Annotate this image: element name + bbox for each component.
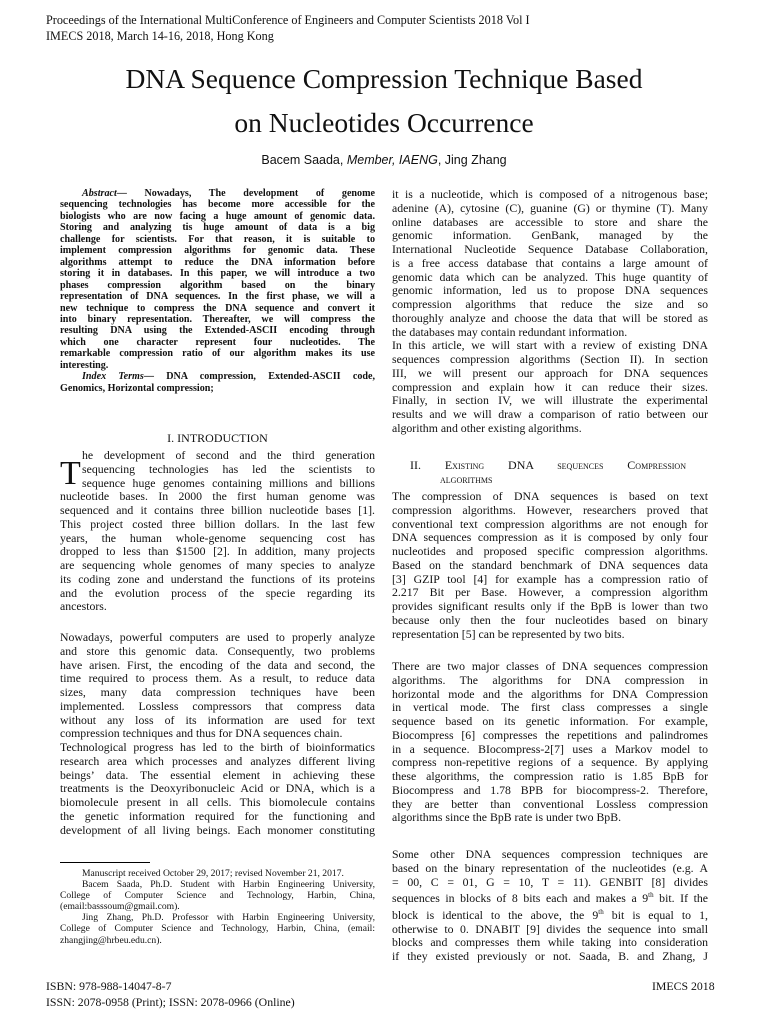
intro-continuation [392, 188, 708, 436]
text-line: they are better than conventional Lossless compression [392, 796, 708, 811]
footer-conference: IMECS 2018 [652, 979, 715, 993]
text-line: DNA sequences compression as it is composed by only four [392, 530, 708, 545]
text-line: blocks and compresses them while taking into consideration [392, 935, 708, 950]
text-line: research area which processes and analyzes different living [60, 753, 375, 768]
footnote-line: (email:basssoum@gmail.com). [60, 901, 180, 913]
text-line: nucleotide bases. In 2000 the first human genome was [60, 489, 375, 504]
text-line: genomic information. GenBank, managed by the [392, 228, 708, 243]
text-line: nucleotides and proposed specific compression algorithms. [392, 544, 708, 558]
index-terms-line-2: Genomics, Horizontal compression; [60, 382, 214, 394]
text-line: compression and explain how it can reduce their sizes. [392, 379, 708, 394]
abstract-line: resulting DNA using the Extended-ASCII encoding through [60, 325, 375, 337]
text-line: sequences in blocks of 8 bits each and makes a 9th bit. If the [392, 891, 708, 906]
text-line: results and we will draw a comparison of ratio between our [392, 407, 708, 421]
text-line: Biocompress [6] compresses the repetitions and palindromes [392, 727, 708, 742]
text-line: sizes, many data compression techniques have been [60, 685, 375, 699]
text-line: genomic information, led us to propose DNA sequences [392, 283, 708, 298]
index-terms-label: Index Terms [82, 371, 144, 383]
section2-paragraph-1 [392, 490, 708, 641]
text-line: Based on the standard benchmark of DNA sequences data [392, 557, 708, 572]
text-line: the genetic information required for the functioning and [60, 808, 375, 823]
abstract-line: Abstract— Nowadays, The development of genome [82, 188, 375, 199]
text-line: he development of second and the third generation [82, 448, 375, 462]
text-line: are sequencing whole genomes of many species to analyze [60, 558, 375, 572]
text-line: treatments is the Deoxyribonucleic Acid or DNA, which is a [60, 781, 375, 796]
text-line: implemented. Lossless compressors that compress data [60, 698, 375, 713]
text-line: without any loss of its information are used for text [60, 712, 375, 727]
text-line: based on the binary representation of the nucleotides (e.g. A [392, 860, 708, 875]
text-line: Some other DNA sequences compression techniques are [392, 847, 708, 861]
text-line: its coding zone and understand the functions of its proteins [60, 571, 375, 586]
text-line: dropped to less than $1500 [2]. In addition, many projects [60, 544, 375, 559]
footnote-line: Bacem Saada, Ph.D. Student with Harbin Engineering University, [82, 879, 375, 891]
text-line: sequencing technologies has led the scientists to [82, 461, 375, 476]
abstract-line: which one character represent four nucleotides. The [60, 336, 375, 348]
abstract-line: remarkable compression ratio of our algorithm makes its use [60, 348, 375, 360]
section-heading-line-1: II. Existing DNA sequences Compression [410, 458, 686, 472]
text-line: biomolecule present in all cells. This biomolecule contains [60, 795, 375, 809]
footer-issn: ISSN: 2078-0958 (Print); ISSN: 2078-0966 (Online) [46, 995, 295, 1009]
text-line: because only then the four nucleotides based on binary [392, 612, 708, 627]
proceedings-header: Proceedings of the International MultiConference of Engineers and Computer Scientists 2018 Vol I [46, 13, 530, 27]
footer-isbn: ISBN: 978-988-14047-8-7 [46, 979, 172, 993]
text-line: sequence based on its genetic information. For example, [392, 714, 708, 728]
text-line: in vertical mode. The first class compresses a single [392, 700, 708, 715]
footnotes [60, 868, 375, 946]
text-line: if they existed previously or not. Saada, B. and Zhang, J [392, 949, 708, 964]
text-line: In this article, we will start with a review of existing DNA [392, 338, 708, 353]
footnote-line: Manuscript received October 29, 2017; revised November 21, 2017. [82, 868, 344, 879]
text-line: International Nucleotide Sequence Database Collaboration, [392, 242, 708, 256]
text-line: these algorithms, the compression ratio is 1.85 BpB for [392, 769, 708, 783]
text-line: adenine (A), cytosine (C), guanine (G) or thymine (T). Many [392, 200, 708, 215]
text-line: sequences compression algorithms (Section II). In section [392, 352, 708, 366]
intro-paragraph-2 [60, 631, 375, 837]
text-line: compress non-repetitive regions of a sequence. By applying [392, 755, 708, 770]
text-line: genomic data which can be analyzed. This huge quantity of [392, 269, 708, 284]
abstract-line: sequencing technologies has become more accessible for the [60, 199, 375, 211]
text-line: beings’ data. The essential element in achieving these [60, 767, 375, 782]
author-2: , Jing Zhang [437, 153, 507, 167]
text-line: = 00, C = 01, G = 10, T = 11). GENBIT [8] divides [392, 874, 708, 889]
text-line: algorithm and other existing algorithms. [392, 420, 582, 435]
section-heading-introduction: I. INTRODUCTION [167, 431, 268, 445]
text-line: sequence huge genomes containing millions and billions [82, 475, 375, 490]
section2-paragraph-2 [392, 660, 708, 825]
text-line: Technological progress has led to the birth of bioinformatics [60, 740, 375, 754]
abstract-line: into binary representation. Thereafter, we will compress the [60, 313, 375, 325]
text-line: and store this genomic data. Consequently, two problems [60, 643, 375, 658]
abstract-label: Abstract [82, 188, 117, 199]
text-line: algorithms. The algorithms for DNA compression in [392, 672, 708, 687]
section2-paragraph-3 [392, 848, 708, 964]
footnote-rule [60, 862, 150, 863]
text-line: III, we will present our approach for DNA sequences [392, 365, 708, 380]
abstract-line: storing it in databases. In this paper, we will introduce a two [60, 268, 375, 280]
text-line: Biocompress and 1.78 BPB for biocompress-2. Therefore, [392, 782, 708, 797]
conference-date-header: IMECS 2018, March 14-16, 2018, Hong Kong [46, 29, 274, 43]
text-line: online databases are accessible to store and share the [392, 214, 708, 229]
text-line: There are two major classes of DNA sequences compression [392, 659, 708, 673]
text-line: compression techniques and thus for DNA sequences chain. [60, 726, 343, 741]
text-line: This project costed three billion dollars. In the last few [60, 516, 375, 531]
paper-title-line-2: on Nucleotides Occurrence [234, 107, 534, 138]
text-line: provides significant results only if the BpB is lower than two [392, 599, 708, 613]
text-line: in a sequence. BIocompress-2[7] uses a Markov model to [392, 741, 708, 756]
text-line: the databases may contain redundant information. [392, 324, 628, 339]
text-line: thoroughly analyze and choose the data that will be stored as [392, 310, 708, 325]
abstract-line: challenge for scientists. For that reason, it is suitable to [60, 233, 375, 245]
section-heading-line-2: algorithms [440, 472, 493, 486]
footnote-line: Jing Zhang, Ph.D. Professor with Harbin Engineering University, [82, 912, 375, 924]
text-line: ancestors. [60, 599, 107, 614]
text-line: Finally, in section IV, we will illustrate the experimental [392, 393, 708, 408]
text-line: time required to process them. As a result, to reduce data [60, 671, 375, 686]
text-line: have arisen. First, the encoding of the data and second, the [60, 657, 375, 672]
text-line: representation [5] can be represented by two bits. [392, 626, 625, 641]
text-line: compression algorithms. However, researchers proved that [392, 502, 708, 517]
intro-paragraph-1 [60, 449, 375, 614]
abstract-line: representation of DNA sequences. In the first phase, we will a [60, 291, 375, 303]
text-line: and the evolution process of the specie regarding its [60, 585, 375, 600]
text-line: sequenced and it contains three billion nucleotide bases [1]. [60, 503, 375, 517]
section-heading-existing-algorithms [392, 458, 708, 486]
text-line: it is a nucleotide, which is composed of a nitrogenous base; [392, 187, 708, 201]
abstract-line: new technique to compress the DNA sequence and convert it [60, 302, 375, 314]
footnote-line: College of Computer Science and Technology, Harbin, China, (email: [60, 923, 375, 935]
index-terms: Index Terms— DNA compression, Extended-ASCII code, [82, 371, 375, 383]
abstract [60, 188, 375, 394]
text-line: otherwise to 0. DNABIT [9] divides the sequence into small [392, 921, 708, 936]
abstract-line: biologists who are now facing a huge amount of genomic data. [60, 210, 375, 222]
author-affiliation: Member, IAENG [346, 153, 438, 167]
text-line: [3] GZIP tool [4] for example has a compression ratio of [392, 571, 708, 586]
text-line: years, the human whole-genome sequencing cost has [60, 530, 375, 545]
text-line: 2.217 Bit per Base. However, a compression algorithm [392, 585, 708, 600]
text-line: block is identical to the above, the 9th bit is equal to 1, [392, 907, 709, 922]
abstract-line: interesting. [60, 359, 109, 371]
abstract-line: algorithms attempt to reduce the DNA information before [60, 256, 375, 268]
text-line: compression algorithms that reduce the size and so [392, 297, 708, 311]
text-line: conventional text compression algorithms are not enough for [392, 516, 708, 531]
abstract-line: phases compression algorithm based on the binary [60, 279, 375, 291]
abstract-line: implement compression algorithms for genomic data. These [60, 245, 375, 257]
text-line: is a free access database that contains a large amount of [392, 255, 708, 270]
text-line: algorithms since the BpB rate is under two BpB. [392, 810, 622, 825]
text-line: The compression of DNA sequences is based on text [392, 489, 708, 503]
drop-cap: T [60, 455, 81, 492]
footnote-line: zhangjing@hrbeu.edu.cn). [60, 934, 162, 946]
abstract-line: Storing and analyzing tis huge amount of data is a big [60, 222, 375, 234]
text-line: development of all living beings. Each monomer constituting [60, 822, 375, 837]
text-line: horizontal mode and the algorithms for DNA Compression [392, 686, 708, 701]
text-line: Nowadays, powerful computers are used to properly analyze [60, 630, 375, 644]
author-1: Bacem Saada, [261, 153, 347, 167]
author-line [0, 153, 768, 167]
footnote-line: College of Computer Science and Technology, Harbin, China, [60, 890, 375, 902]
paper-title-line-1: DNA Sequence Compression Technique Based [125, 63, 643, 94]
